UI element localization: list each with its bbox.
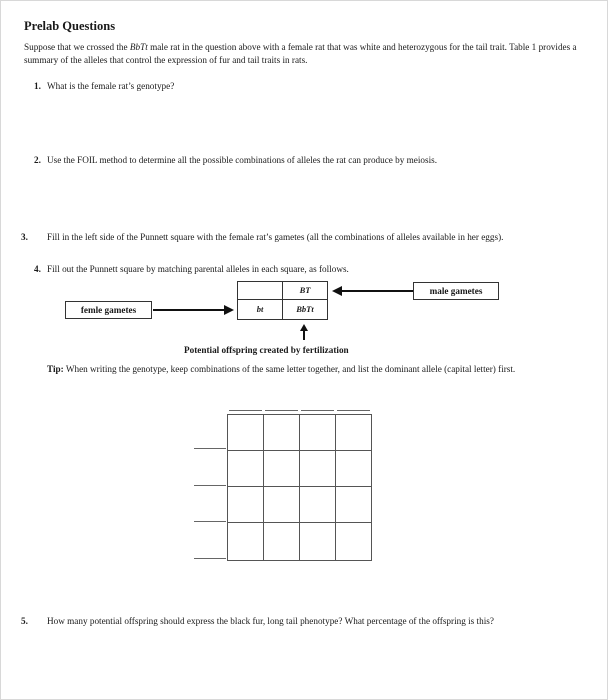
side-blank-2[interactable] — [194, 485, 226, 486]
side-blank-3[interactable] — [194, 521, 226, 522]
right-arrow-icon — [224, 305, 234, 315]
male-arrow-shaft — [341, 290, 413, 292]
tip-note — [47, 363, 547, 376]
intro-paragraph — [24, 41, 584, 67]
grid-cell-2-1[interactable] — [227, 450, 264, 487]
question-1 — [34, 80, 574, 93]
grid-cell-1-3[interactable] — [299, 414, 336, 451]
grid-cell-4-4[interactable] — [335, 522, 372, 561]
grid-cell-1-4[interactable] — [335, 414, 372, 451]
up-arrow-shaft — [303, 330, 305, 340]
grid-cell-4-3[interactable] — [299, 522, 336, 561]
grid-cell-1-2[interactable] — [263, 414, 300, 451]
question-text: Use the FOIL method to determine all the possible combinations of alleles the rat can produce by meiosis. — [47, 155, 438, 165]
top-blank-2[interactable] — [265, 410, 298, 411]
grid-cell-3-1[interactable] — [227, 486, 264, 523]
grid-cell-2-2[interactable] — [263, 450, 300, 487]
page-title: Prelab Questions — [24, 19, 116, 33]
male-gametes-label: male gametes — [413, 282, 499, 300]
question-2 — [34, 154, 574, 167]
tip-text: When writing the genotype, keep combinations of the same letter together, and list the dominant allele (capital letter) first. — [63, 364, 516, 374]
question-3 — [21, 231, 557, 244]
grid-cell-1-1[interactable] — [227, 414, 264, 451]
question-5 — [21, 615, 537, 628]
question-text: How many potential offspring should express the black fur, long tail phenotype? What percentage of the offspring is this? — [47, 616, 494, 626]
question-4 — [34, 263, 574, 276]
example-offspring-genotype: BbTt — [282, 299, 328, 320]
example-female-gamete: bt — [237, 299, 283, 320]
fertilization-caption: Potential offspring created by fertilization — [184, 345, 349, 355]
question-number: 2. — [34, 155, 41, 165]
grid-cell-3-3[interactable] — [299, 486, 336, 523]
female-gametes-label: femle gametes — [65, 301, 152, 319]
question-text: Fill in the left side of the Punnett square with the female rat’s gametes (all the combinations of alleles available in her eggs). — [47, 232, 504, 242]
top-blank-1[interactable] — [229, 410, 262, 411]
grid-cell-4-1[interactable] — [227, 522, 264, 561]
top-blank-3[interactable] — [301, 410, 334, 411]
grid-cell-2-4[interactable] — [335, 450, 372, 487]
question-number: 4. — [34, 264, 41, 274]
tip-label: Tip: — [47, 364, 64, 374]
question-text: What is the female rat’s genotype? — [47, 81, 175, 91]
question-number: 1. — [34, 81, 41, 91]
grid-cell-3-4[interactable] — [335, 486, 372, 523]
side-blank-4[interactable] — [194, 558, 226, 559]
female-arrow-shaft — [153, 309, 225, 311]
question-number: 5. — [21, 616, 28, 626]
intro-genotype: BbTt — [129, 42, 148, 52]
grid-cell-2-3[interactable] — [299, 450, 336, 487]
example-male-gamete: BT — [282, 281, 328, 300]
grid-cell-3-2[interactable] — [263, 486, 300, 523]
top-blank-4[interactable] — [337, 410, 370, 411]
left-arrow-icon — [332, 286, 342, 296]
question-number: 3. — [21, 232, 28, 242]
intro-text-before: Suppose that we crossed the — [24, 42, 130, 52]
example-empty-corner — [237, 281, 283, 300]
intro-text-after: male rat in the question above with a female rat that was white and heterozygous for the tail trait. Table 1 provides a summary of the alleles that control the expression of fur and tail traits in rats. — [24, 42, 577, 65]
side-blank-1[interactable] — [194, 448, 226, 449]
grid-cell-4-2[interactable] — [263, 522, 300, 561]
question-text: Fill out the Punnett square by matching parental alleles in each square, as follows. — [47, 264, 349, 274]
